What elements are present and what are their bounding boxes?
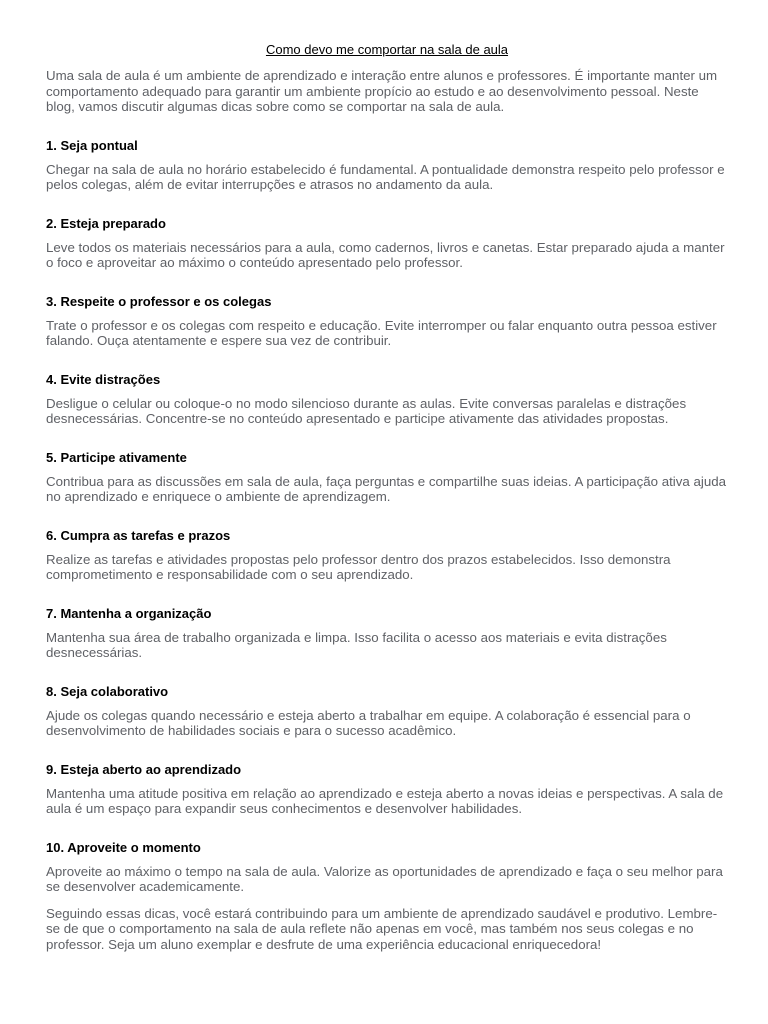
section-4 — [46, 372, 728, 427]
section-heading: 6. Cumpra as tarefas e prazos — [46, 527, 231, 543]
section-heading: 7. Mantenha a organização — [46, 605, 212, 621]
section-body: Ajude os colegas quando necessário e esteja aberto a trabalhar em equipe. A colaboração é essencial para o desenvolvimento de habilidades sociais e para o sucesso acadêmico. — [46, 707, 691, 738]
section-body: Chegar na sala de aula no horário estabelecido é fundamental. A pontualidade demonstra respeito pelo professor e pelos colegas, além de evitar interrupções e atrasos no andamento da aula. — [46, 161, 725, 192]
section-body: Mantenha sua área de trabalho organizada e limpa. Isso facilita o acesso aos materiais e evita distrações desnecessárias. — [46, 629, 667, 660]
section-2 — [46, 216, 728, 271]
section-heading: 8. Seja colaborativo — [46, 683, 169, 699]
section-heading: 2. Esteja preparado — [46, 215, 166, 231]
section-body: Leve todos os materiais necessários para a aula, como cadernos, livros e canetas. Estar preparado ajuda a manter o foco e aproveitar ao máximo o conteúdo apresentado pelo professor. — [46, 239, 725, 270]
section-body: Aproveite ao máximo o tempo na sala de aula. Valorize as oportunidades de aprendizado e faça o seu melhor para se desenvolver academicamente. — [46, 863, 723, 894]
section-1 — [46, 138, 728, 193]
section-body: Contribua para as discussões em sala de aula, faça perguntas e compartilhe suas ideias. A participação ativa ajuda no aprendizado e enriquece o ambiente de aprendizagem. — [46, 473, 727, 504]
section-heading: 1. Seja pontual — [46, 137, 138, 153]
section-heading: 5. Participe ativamente — [46, 449, 187, 465]
intro-paragraph: Uma sala de aula é um ambiente de aprendizado e interação entre alunos e professores. É importante manter um comportamento adequado para garantir um ambiente propício ao estudo e ao desenvolvimento pessoal. Neste blog, vamos discutir algumas dicas sobre como se comportar na sala de aula. — [46, 68, 718, 114]
section-8 — [46, 684, 728, 739]
section-7 — [46, 606, 728, 661]
section-heading: 9. Esteja aberto ao aprendizado — [46, 761, 242, 777]
section-9 — [46, 762, 728, 817]
section-10 — [46, 840, 728, 895]
section-body: Desligue o celular ou coloque-o no modo silencioso durante as aulas. Evite conversas paralelas e distrações desnecessárias. Concentre-se no conteúdo apresentado e participe ativamente das atividades propostas. — [46, 395, 687, 426]
closing-paragraph: Seguindo essas dicas, você estará contribuindo para um ambiente de aprendizado saudável e produtivo. Lembre-se de que o comportamento na sala de aula reflete não apenas em você, mas também nos seus colegas e no professor. Seja um aluno exemplar e desfrute de uma experiência educacional enriquecedora! — [46, 905, 718, 952]
section-heading: 10. Aproveite o momento — [46, 839, 201, 855]
document-page — [46, 42, 728, 952]
document-title: Como devo me comportar na sala de aula — [265, 42, 509, 57]
section-6 — [46, 528, 728, 583]
section-body: Realize as tarefas e atividades propostas pelo professor dentro dos prazos estabelecidos. Isso demonstra comprometimento e responsabilidade com o seu aprendizado. — [46, 551, 671, 582]
section-body: Trate o professor e os colegas com respeito e educação. Evite interromper ou falar enquanto outra pessoa estiver falando. Ouça atentamente e espere sua vez de contribuir. — [46, 317, 717, 348]
section-body: Mantenha uma atitude positiva em relação ao aprendizado e esteja aberto a novas ideias e perspectivas. A sala de aula é um espaço para expandir seus conhecimentos e desenvolver habilidades. — [46, 785, 724, 816]
section-heading: 3. Respeite o professor e os colegas — [46, 293, 272, 309]
section-5 — [46, 450, 728, 505]
section-heading: 4. Evite distrações — [46, 371, 161, 387]
section-3 — [46, 294, 728, 349]
